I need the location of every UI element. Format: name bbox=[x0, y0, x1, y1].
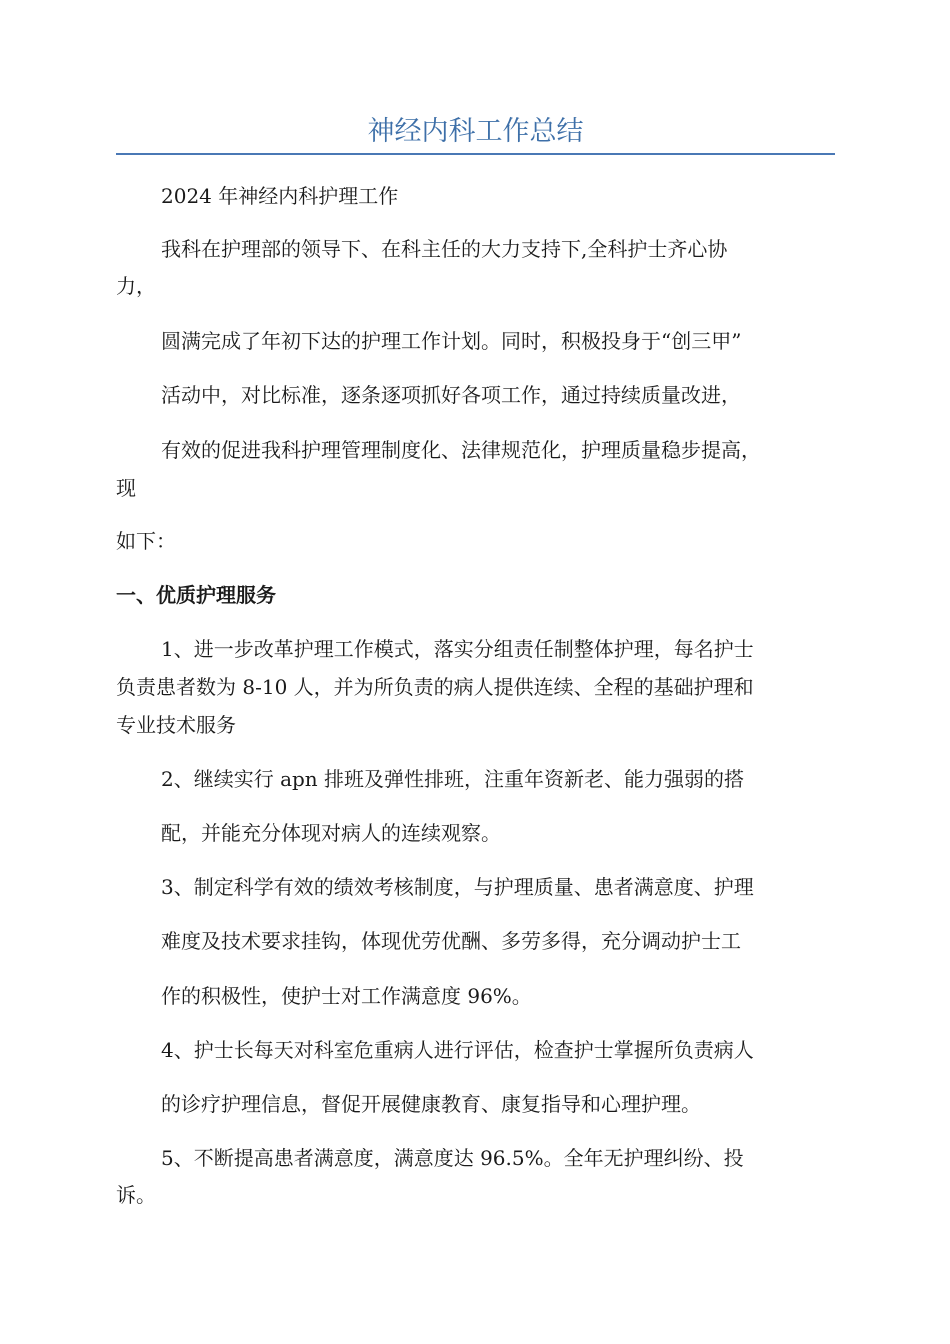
section-heading: 一、优质护理服务 bbox=[116, 583, 276, 607]
list-item-line: 配，并能充分体现对病人的连续观察。 bbox=[161, 821, 501, 845]
list-item-line: 2、继续实行 apn 排班及弹性排班，注重年资新老、能力强弱的搭 bbox=[161, 767, 745, 791]
paragraph-line: 活动中，对比标准，逐条逐项抓好各项工作，通过持续质量改进， bbox=[161, 383, 741, 407]
list-item-line: 诉。 bbox=[116, 1183, 156, 1207]
list-item-line: 的诊疗护理信息，督促开展健康教育、康复指导和心理护理。 bbox=[161, 1092, 701, 1116]
list-item-line: 5、不断提高患者满意度，满意度达 96.5%。全年无护理纠纷、投 bbox=[161, 1146, 744, 1170]
list-item-line: 难度及技术要求挂钩，体现优劳优酬、多劳多得，充分调动护士工 bbox=[161, 929, 741, 953]
paragraph-line: 现 bbox=[116, 476, 136, 500]
title-underline bbox=[116, 153, 835, 155]
list-item-line: 专业技术服务 bbox=[116, 713, 236, 737]
paragraph-line: 力， bbox=[116, 274, 156, 298]
doc-title: 神经内科工作总结 bbox=[367, 116, 584, 147]
paragraph-line: 圆满完成了年初下达的护理工作计划。同时，积极投身于“创三甲” bbox=[161, 329, 742, 353]
list-item-line: 负责患者数为 8-10 人，并为所负责的病人提供连续、全程的基础护理和 bbox=[116, 675, 754, 699]
paragraph-line: 我科在护理部的领导下、在科主任的大力支持下,全科护士齐心协 bbox=[161, 237, 728, 261]
paragraph-line: 有效的促进我科护理管理制度化、法律规范化，护理质量稳步提高， bbox=[161, 438, 761, 462]
list-item-line: 作的积极性，使护士对工作满意度 96%。 bbox=[161, 984, 532, 1008]
paragraph-line: 如下： bbox=[116, 529, 176, 553]
list-item-line: 1、进一步改革护理工作模式，落实分组责任制整体护理，每名护士 bbox=[161, 637, 754, 661]
doc-subtitle: 2024 年神经内科护理工作 bbox=[161, 184, 399, 208]
list-item-line: 4、护士长每天对科室危重病人进行评估，检查护士掌握所负责病人 bbox=[161, 1038, 754, 1062]
list-item-line: 3、制定科学有效的绩效考核制度，与护理质量、患者满意度、护理 bbox=[161, 875, 754, 899]
